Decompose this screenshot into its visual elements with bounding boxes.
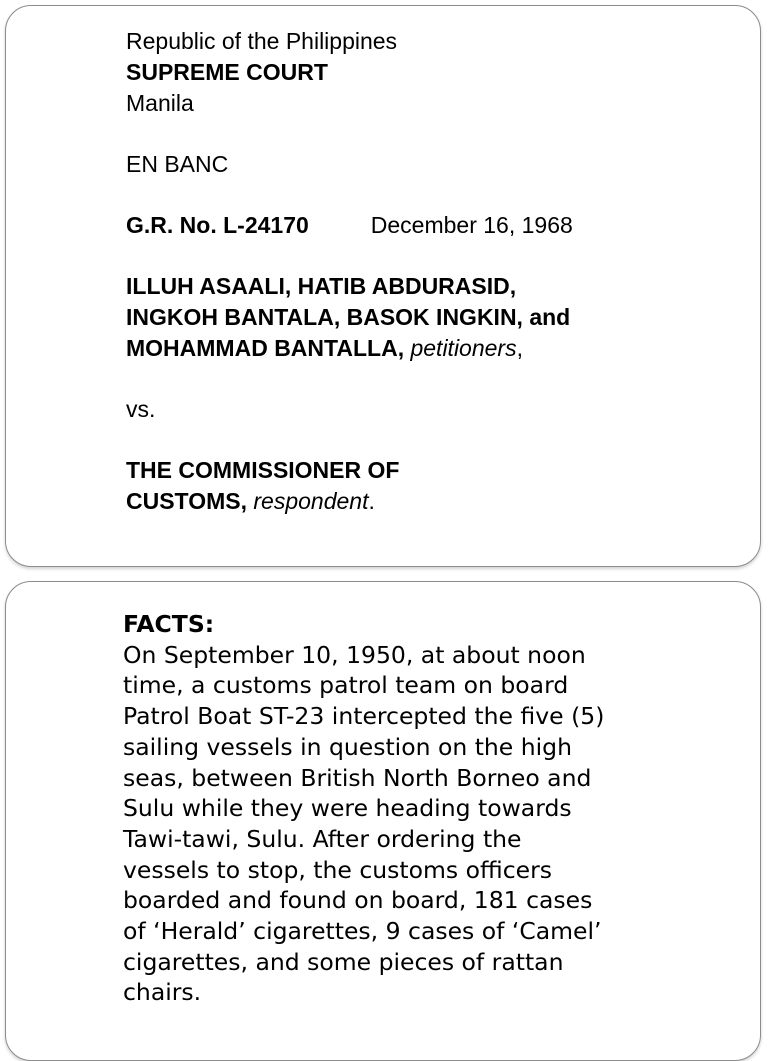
petitioners-name: MOHAMMAD BANTALLA,: [126, 335, 405, 361]
division-line: EN BANC: [126, 151, 229, 177]
respondent-punct: .: [368, 488, 375, 514]
respondent-name: CUSTOMS,: [126, 488, 247, 514]
petitioners-punct: ,: [516, 335, 523, 361]
court-name: SUPREME COURT: [126, 59, 328, 85]
respondent-line-2: [126, 486, 686, 517]
gr-line: [126, 210, 686, 241]
decision-date: December 16, 1968: [370, 212, 573, 238]
facts-body: On September 10, 1950, at about noon time, a customs patrol team on board Patrol Boat ST-23 intercepted the five (5) sailing vessels in question on the high seas, between British North Borneo and Sulu while they were heading towards Tawi-tawi, Sulu. After ordering the vessels to stop, the customs officers boarded and found on board, 181 cases of ‘Herald’ cigarettes, 9 cases of ‘Camel’ cigarettes, and some pieces of rattan chairs.: [123, 640, 605, 1007]
court-city: Manila: [126, 90, 194, 116]
case-title-slide: [5, 5, 761, 567]
facts-section: [123, 609, 683, 1008]
respondent-role: respondent: [253, 488, 369, 514]
country-line: Republic of the Philippines: [126, 28, 398, 54]
petitioners-line-2: INGKOH BANTALA, BASOK INGKIN, and: [126, 304, 571, 330]
petitioners-role: petitioners: [410, 335, 517, 361]
petitioners-line-1: ILLUH ASAALI, HATIB ABDURASID,: [126, 273, 517, 299]
case-header: [126, 26, 686, 517]
facts-heading: FACTS:: [123, 610, 215, 638]
petitioners-line-3: [126, 333, 686, 364]
versus-line: vs.: [126, 396, 156, 422]
gr-number: G.R. No. L-24170: [126, 212, 309, 238]
facts-slide: [5, 581, 761, 1061]
respondent-line-1: THE COMMISSIONER OF: [126, 457, 400, 483]
